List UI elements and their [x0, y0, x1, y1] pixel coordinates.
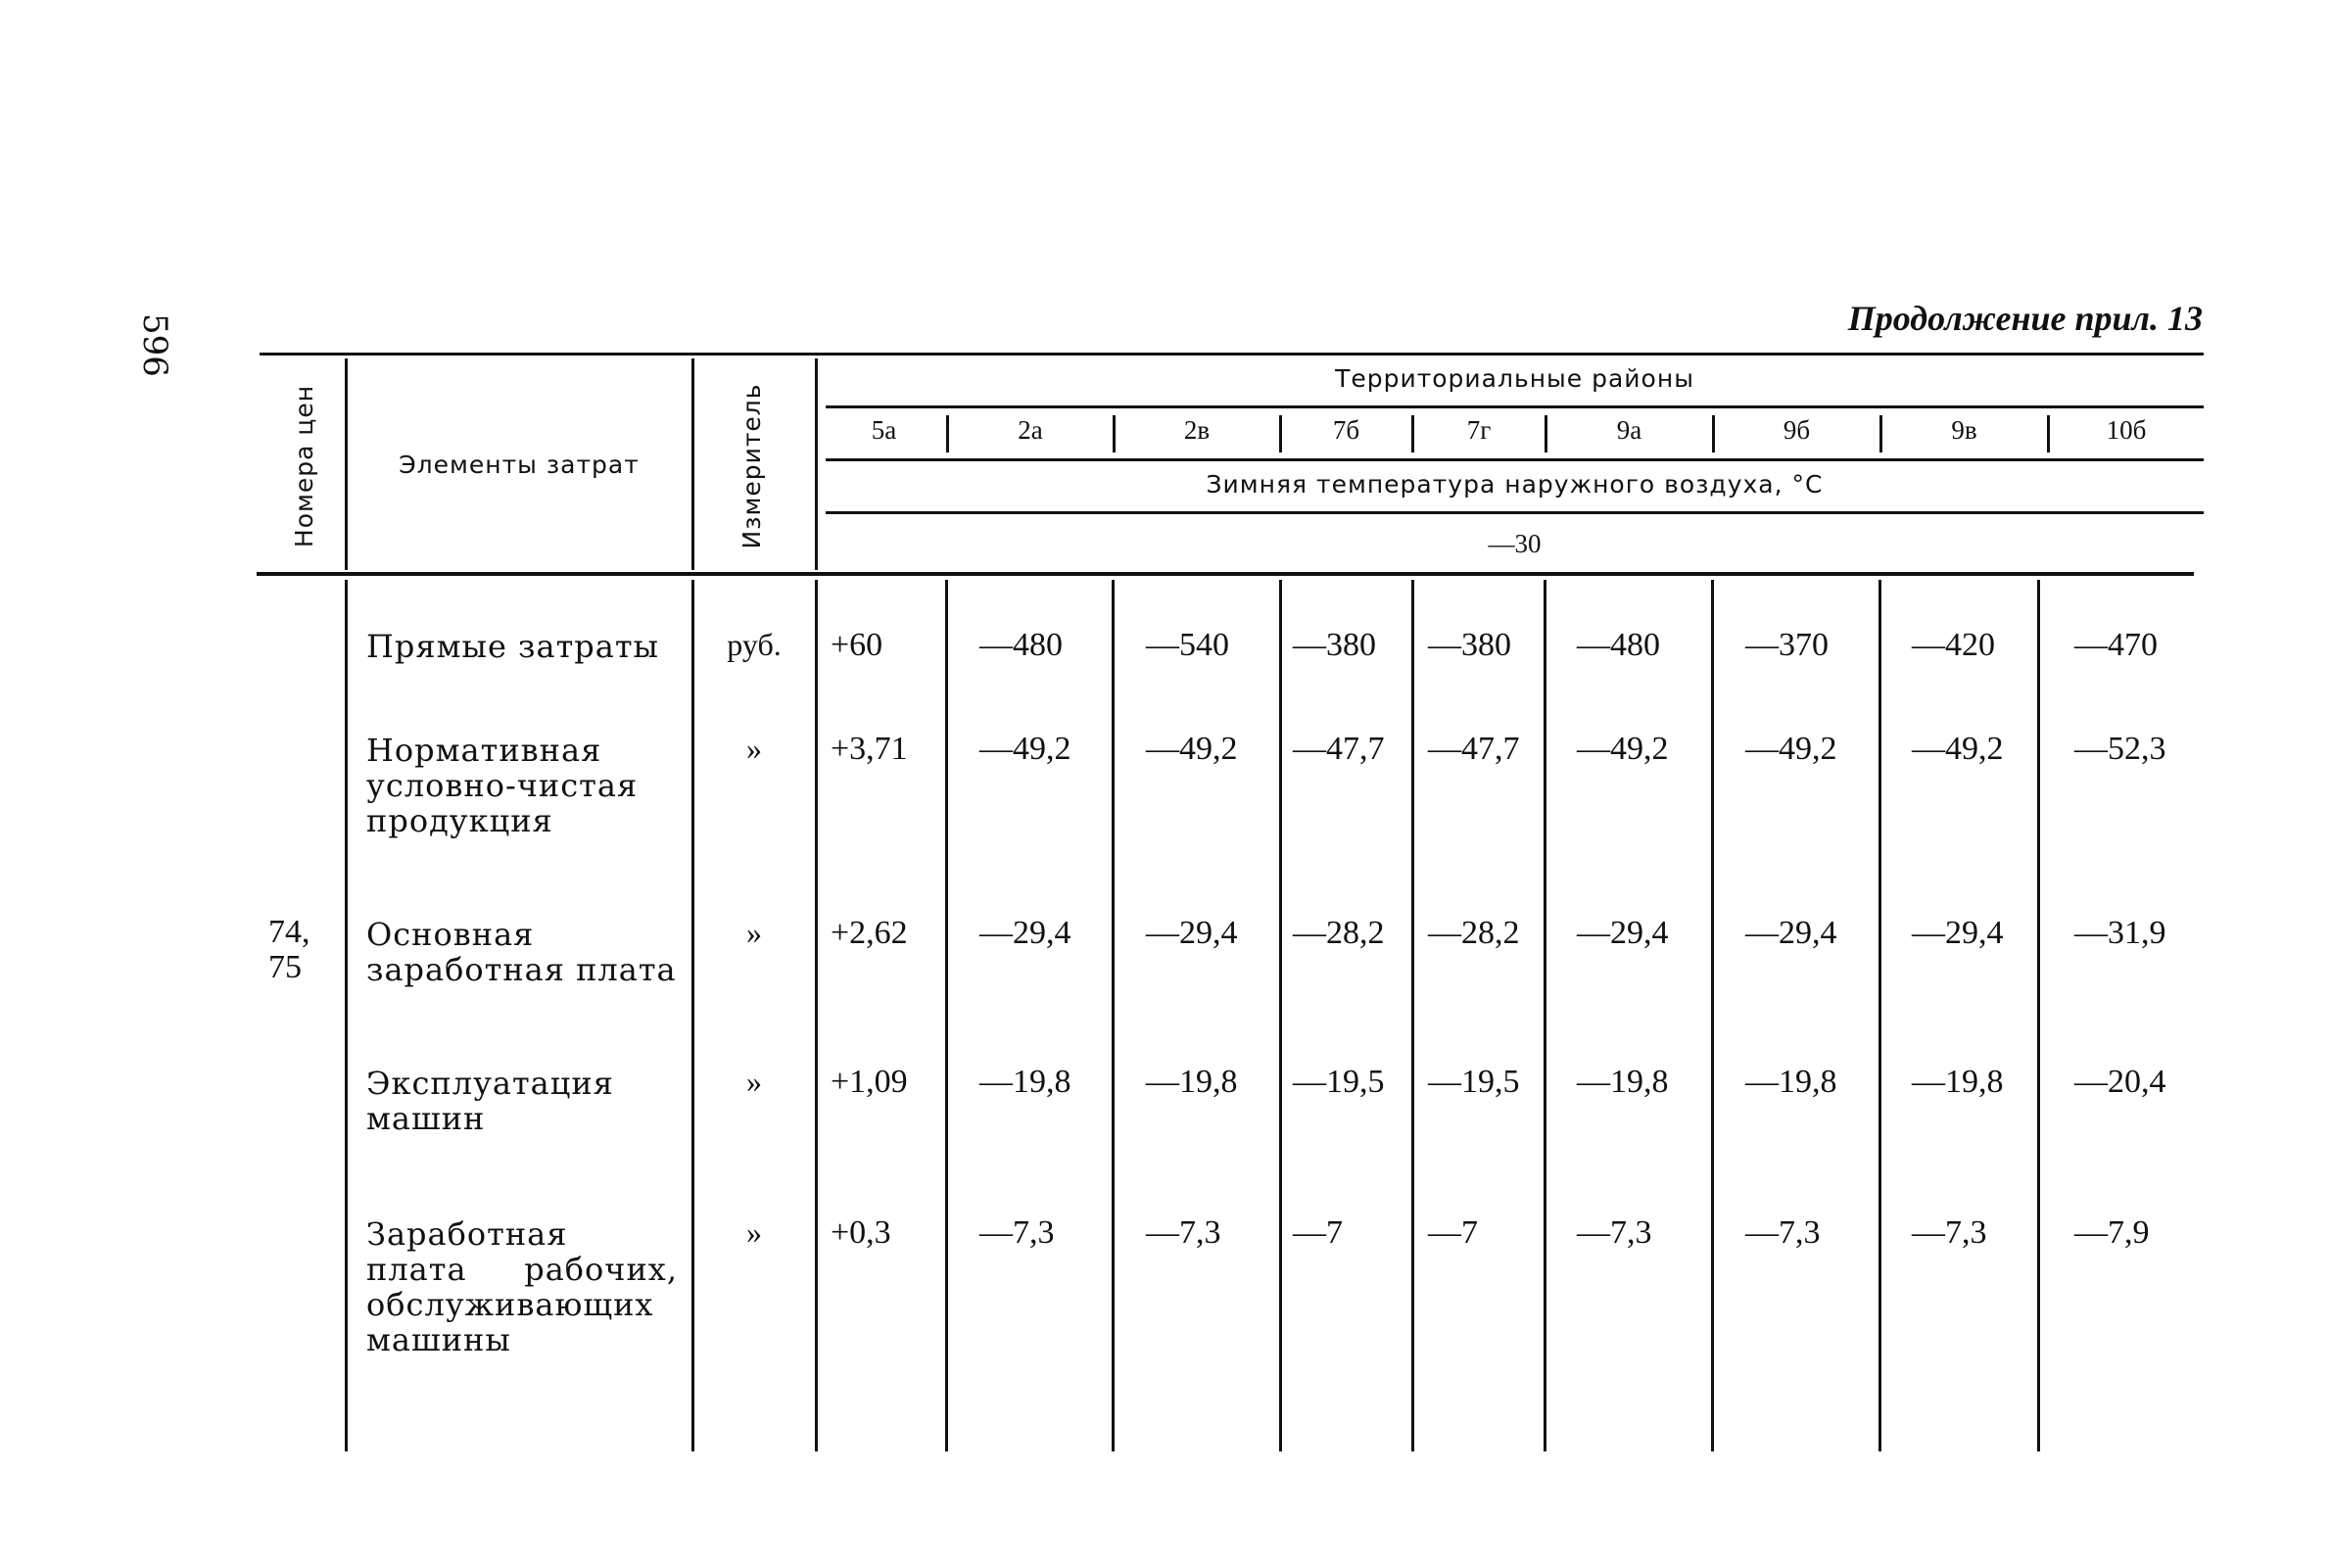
body-divider [1711, 580, 1714, 1451]
body-divider [1544, 580, 1546, 1451]
header-divider [815, 358, 818, 570]
body-divider [691, 580, 694, 1451]
page-number: 596 [135, 313, 174, 377]
table-row-unit: » [746, 731, 762, 766]
region-header: 9б [1783, 415, 1811, 445]
table-cell: +3,71 [831, 731, 908, 767]
table-cell: —28,2 [1293, 915, 1385, 951]
table-cell: —20,4 [2074, 1064, 2166, 1100]
table-cell: —49,2 [1577, 731, 1669, 767]
regions-rule [826, 405, 2204, 408]
table-row-element: Нормативная условно-чистая продукция [366, 732, 639, 839]
table-cell: +1,09 [831, 1064, 908, 1100]
table-cell: +0,3 [831, 1214, 891, 1251]
winter-temp-header: Зимняя температура наружного воздуха, °С [1206, 470, 1824, 499]
price-numbers-header: Номера цен [290, 384, 318, 548]
table-row-element: Прямые затраты [366, 628, 660, 665]
body-divider [1411, 580, 1414, 1451]
table-cell: —49,2 [1146, 731, 1238, 767]
table-row-element: Заработная плата рабочих, обслуживающих машины [366, 1215, 678, 1358]
body-divider [945, 580, 948, 1451]
winter-temp-value: —30 [1488, 529, 1542, 558]
table-cell: +60 [831, 627, 883, 663]
table-cell: —7,3 [1577, 1214, 1652, 1251]
header-bottom-rule [257, 572, 2194, 576]
table-cell: —7,3 [1912, 1214, 1987, 1251]
table-cell: —52,3 [2074, 731, 2166, 767]
table-row-unit: » [746, 1064, 762, 1099]
table-cell: —7 [1428, 1214, 1478, 1251]
table-cell: —47,7 [1293, 731, 1385, 767]
table-cell: —19,5 [1293, 1064, 1385, 1100]
table-row-element: Эксплуатация машин [366, 1065, 614, 1137]
table-row-unit: » [746, 915, 762, 950]
table-cell: —29,4 [979, 915, 1071, 951]
table-cell: —31,9 [2074, 915, 2166, 951]
table-cell: —29,4 [1912, 915, 2004, 951]
body-divider [345, 580, 348, 1451]
table-cell: —28,2 [1428, 915, 1520, 951]
table-row-element: Основная заработная плата [366, 916, 677, 988]
table-cell: +2,62 [831, 915, 908, 951]
price-numbers: 74, 75 [268, 914, 310, 985]
elements-header: Элементы затрат [399, 451, 640, 479]
body-divider [1112, 580, 1115, 1451]
table-cell: —19,8 [1745, 1064, 1837, 1100]
table-cell: —540 [1146, 627, 1229, 663]
table-cell: —7 [1293, 1214, 1343, 1251]
header-divider [345, 358, 348, 570]
table-cell: —7,3 [1745, 1214, 1821, 1251]
caption: Продолжение прил. 13 [1847, 299, 2203, 338]
table-cell: —19,5 [1428, 1064, 1520, 1100]
table-cell: —370 [1745, 627, 1829, 663]
table-cell: —480 [979, 627, 1063, 663]
table-cell: —29,4 [1577, 915, 1669, 951]
unit-header: Измеритель [737, 383, 766, 549]
table-cell: —7,9 [2074, 1214, 2150, 1251]
body-divider [1279, 580, 1282, 1451]
region-header: 2а [1018, 415, 1043, 445]
table-cell: —19,8 [1577, 1064, 1669, 1100]
table-cell: —420 [1912, 627, 1995, 663]
table-cell: —29,4 [1745, 915, 1837, 951]
region-header: 5а [871, 415, 897, 445]
table-cell: —29,4 [1146, 915, 1238, 951]
region-header: 7г [1466, 415, 1492, 445]
region-header: 7б [1332, 415, 1360, 445]
table-cell: —19,8 [979, 1064, 1071, 1100]
region-header: 2в [1183, 415, 1211, 445]
region-header: 10б [2106, 415, 2147, 445]
table-cell: —49,2 [1912, 731, 2004, 767]
table-cell: —49,2 [979, 731, 1071, 767]
table-cell: —47,7 [1428, 731, 1520, 767]
table-cell: —19,8 [1912, 1064, 2004, 1100]
top-rule [260, 353, 2204, 356]
table-cell: —470 [2074, 627, 2158, 663]
body-divider [1878, 580, 1881, 1451]
table-row-unit: руб. [727, 627, 782, 662]
table-cell: —7,3 [1146, 1214, 1221, 1251]
table-cell: —7,3 [979, 1214, 1055, 1251]
region-header: 9а [1616, 415, 1642, 445]
table-row-unit: » [746, 1214, 762, 1250]
table-cell: —380 [1428, 627, 1511, 663]
table-cell: —19,8 [1146, 1064, 1238, 1100]
table-cell: —480 [1577, 627, 1660, 663]
territorial-regions-header: Территориальные районы [1335, 364, 1694, 393]
header-divider [691, 358, 694, 570]
region-header: 9в [1951, 415, 1977, 445]
table-cell: —380 [1293, 627, 1376, 663]
body-divider [815, 580, 818, 1451]
body-divider [2037, 580, 2040, 1451]
regions-bottom-rule [826, 458, 2204, 461]
table-cell: —49,2 [1745, 731, 1837, 767]
temp-rule [826, 511, 2204, 514]
